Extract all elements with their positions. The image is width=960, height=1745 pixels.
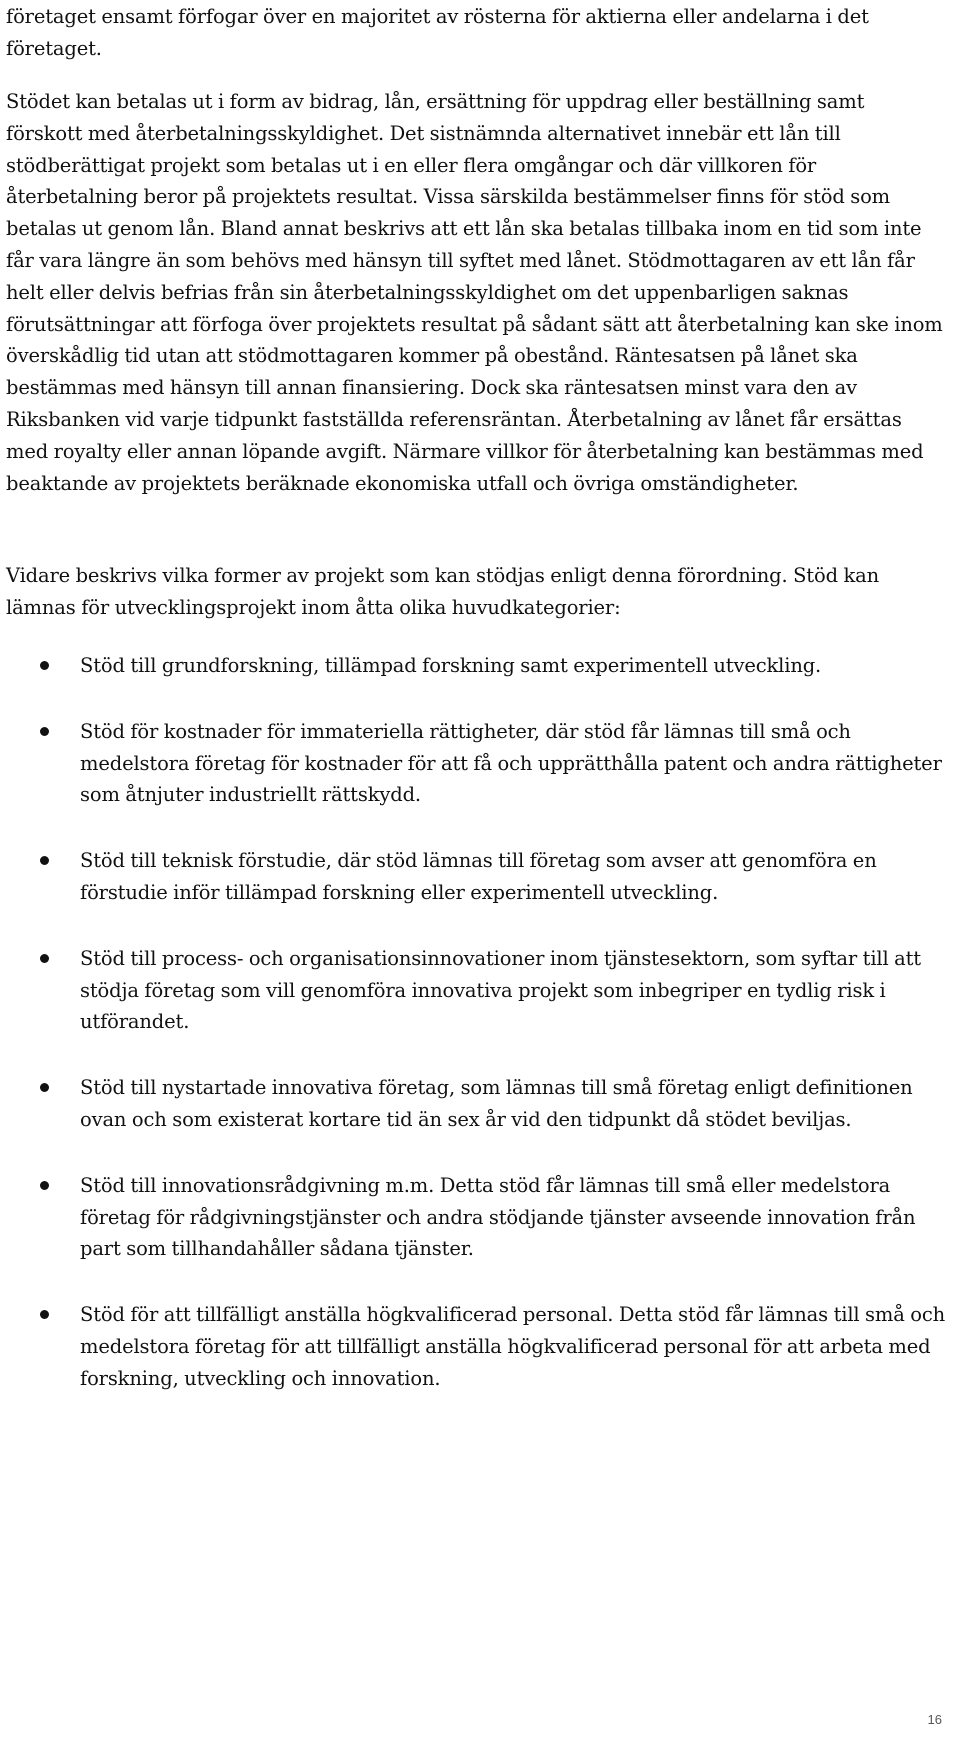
list-item	[6, 943, 946, 1038]
page-number: 16	[927, 1712, 942, 1727]
list-item	[6, 1072, 946, 1136]
list-item	[6, 650, 946, 682]
bullet-icon	[40, 727, 49, 736]
list-item-text: Stöd för kostnader för immateriella rättigheter, där stöd får lämnas till små och medelstora företag för kostnader för att få och upprätthålla patent och andra rättigheter som åtnjuter industriellt rättskydd.	[80, 719, 942, 807]
list-item-text: Stöd till grundforskning, tillämpad forskning samt experimentell utveckling.	[80, 654, 822, 677]
bullet-icon	[40, 954, 49, 963]
list-item-text: Stöd till innovationsrådgivning m.m. Detta stöd får lämnas till små eller medelstora företag för rådgivningstjänster och andra stödjande tjänster avseende innovation från part som tillhandahåller sådana tjänster.	[80, 1173, 916, 1261]
list-item-text: Stöd till nystartade innovativa företag, som lämnas till små företag enligt definitionen ovan och som existerat kortare tid än sex år vid den tidpunkt då stödet beviljas.	[80, 1076, 913, 1131]
support-category-list	[6, 650, 946, 1429]
list-item	[6, 1299, 946, 1394]
paragraph-support-forms: Stödet kan betalas ut i form av bidrag, lån, ersättning för uppdrag eller beställning samt förskott med återbetalningsskyldighet. Det sistnämnda alternativet innebär ett lån till stödberättigat projekt som betalas ut i en eller flera omgångar och där villkoren för återbetalning beror på projektets resultat. Vissa särskilda bestämmelser finns för stöd som betalas ut genom lån. Bland annat beskrivs att ett lån ska betalas tillbaka inom en tid som inte får vara längre än som behövs med hänsyn till syftet med lånet. Stödmottagaren av ett lån får helt eller delvis befrias från sin återbetalningsskyldighet om det uppenbarligen saknas förutsättningar att förfoga över projektets resultat på sådant sätt att återbetalning kan ske inom överskådlig tid utan att stödmottagaren kommer på obestånd. Räntesatsen på lånet ska bestämmas med hänsyn till annan finansiering. Dock ska räntesatsen minst vara den av Riksbanken vid varje tidpunkt fastställda referensräntan. Återbetalning av lånet får ersättas med royalty eller annan löpande avgift. Närmare villkor för återbetalning kan bestämmas med beaktande av projektets beräknade ekonomiska utfall och övriga omständigheter.	[6, 90, 943, 495]
paragraph-continuation: företaget ensamt förfogar över en majoritet av rösterna för aktierna eller andelarna i det företaget.	[6, 5, 869, 60]
bullet-icon	[40, 1310, 49, 1319]
bullet-icon	[40, 661, 49, 670]
bullet-icon	[40, 856, 49, 865]
bullet-icon	[40, 1083, 49, 1092]
list-item-text: Stöd för att tillfälligt anställa högkvalificerad personal. Detta stöd får lämnas till små och medelstora företag för att tillfälligt anställa högkvalificerad personal för att arbeta med forskning, utveckling och innovation.	[80, 1303, 946, 1390]
bullet-icon	[40, 1181, 49, 1190]
paragraph-project-types: Vidare beskrivs vilka former av projekt som kan stödjas enligt denna förordning. Stöd kan lämnas för utvecklingsprojekt inom åtta olika huvudkategorier:	[6, 564, 880, 619]
list-item-text: Stöd till teknisk förstudie, där stöd lämnas till företag som avser att genomföra en förstudie inför tillämpad forskning eller experimentell utveckling.	[80, 849, 877, 904]
list-item	[6, 845, 946, 909]
list-item	[6, 1170, 946, 1265]
list-item	[6, 716, 946, 811]
list-item-text: Stöd till process- och organisationsinnovationer inom tjänstesektorn, som syftar till att stödja företag som vill genomföra innovativa projekt som inbegriper en tydlig risk i utförandet.	[80, 946, 921, 1034]
